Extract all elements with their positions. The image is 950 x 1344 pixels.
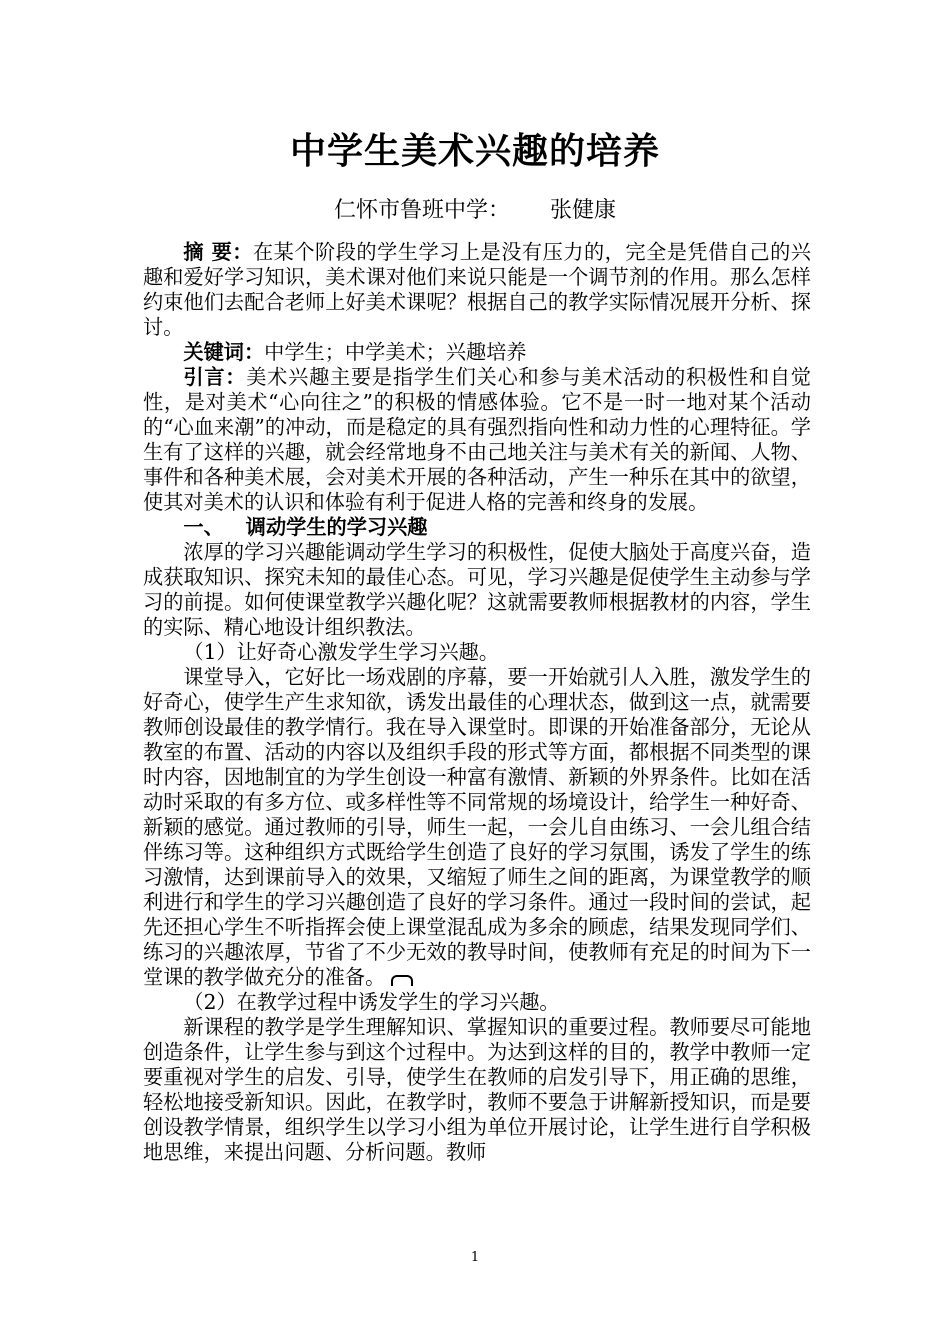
intro-text: 美术兴趣主要是指学生们关心和参与美术活动的积极性和自觉性，是对美术“心向往之”的积极的情感体验。它不是一时一地对某个活动的“心血来潮”的冲动，而是稳定的具有强烈指向性和动力性的心理特征。学生有了这样的兴趣，就会经常地身不由己地关注与美术有关的新闻、人物、事件和各种美术展，会对美术开展的各种活动，产生一种乐在其中的欲望，使其对美术的认识和体验有利于促进人格的完善和终身的发展。 xyxy=(143,365,811,514)
keywords-label: 关键词： xyxy=(183,340,265,364)
subsection-paragraph-1-text: 课堂导入，它好比一场戏剧的序幕，要一开始就引人入胜，激发学生的好奇心，使学生产生求知欲，诱发出最佳的心理状态，做到这一点，就需要教师创设最佳的教学情行。我在导入课堂时。即课的开始准备部分，无论从教室的布置、活动的内容以及组织手段的形式等方面，都根据不同类型的课时内容，因地制宜的为学生创设一种富有激情、新颖的外界条件。比如在活动时采取的有多方位、或多样性等不同常规的场境设计，给学生一种好奇、新颖的感觉。通过教师的引导，师生一起，一会儿自由练习、一会儿组合结伴练习等。这种组织方式既给学生创造了良好的学习氛围，诱发了学生的练习激情，达到课前导入的效果，又缩短了师生之间的距离，为课堂教学的顺利进行和学生的学习兴趣创造了良好的学习条件。通过一段时间的尝试，起先还担心学生不听指挥会使上课堂混乱成为多余的顾虑，结果发现同学们、练习的兴趣浓厚，节省了不少无效的教导时间，使教师有充足的时间为下一堂课的教学做充分的准备。 xyxy=(143,665,811,989)
subsection-paragraph-1 xyxy=(143,665,811,990)
author-school: 仁怀市鲁班中学： xyxy=(333,198,510,223)
keywords-paragraph xyxy=(143,340,811,365)
keywords-text: 中学生；中学美术；兴趣培养 xyxy=(264,340,527,364)
document-body xyxy=(143,240,811,1165)
abstract-paragraph xyxy=(143,240,811,340)
subsection-paragraph-2: 新课程的教学是学生理解知识、掌握知识的重要过程。教师要尽可能地创造条件，让学生参与到这个过程中。为达到这样的目的，教学中教师一定要重视对学生的启发、引导，使学生在教师的启发引导下，用正确的思维，轻松地接受新知识。因此，在教学时，教师不要急于讲解新授知识，而是要创设教学情景，组织学生以学习小组为单位开展讨论，让学生进行自学积极地思维，来提出问题、分析问题。教师 xyxy=(143,1015,811,1164)
intro-paragraph xyxy=(143,365,811,515)
page-number: 1 xyxy=(470,1250,480,1265)
author-name: 张健康 xyxy=(550,198,617,223)
section-paragraph: 浓厚的学习兴趣能调动学生学习的积极性，促使大脑处于高度兴奋，造成获取知识、探究未知的最佳心态。可见，学习兴趣是促使学生主动参与学习的前提。如何使课堂教学兴趣化呢？这就需要教师根据教材的内容，学生的实际、精心地设计组织教法。 xyxy=(143,540,811,639)
section-title: 调动学生的学习兴趣 xyxy=(245,515,428,539)
abstract-label: 摘 要： xyxy=(183,240,253,264)
section-number: 一、 xyxy=(183,515,224,539)
author-line xyxy=(0,196,950,226)
subsection-heading-1: （1）让好奇心激发学生学习兴趣。 xyxy=(183,640,500,664)
edit-mark-icon xyxy=(391,975,413,986)
section-heading xyxy=(143,515,811,540)
intro-label: 引言： xyxy=(183,365,247,389)
document-title: 中学生美术兴趣的培养 xyxy=(289,131,660,172)
subsection-heading-2: （2）在教学过程中诱发学生的学习兴趣。 xyxy=(183,990,560,1014)
abstract-text: 在某个阶段的学生学习上是没有压力的，完全是凭借自己的兴趣和爱好学习知识，美术课对他们来说只能是一个调节剂的作用。那么怎样约束他们去配合老师上好美术课呢？根据自己的教学实际情况展开分析、探讨。 xyxy=(143,240,811,339)
